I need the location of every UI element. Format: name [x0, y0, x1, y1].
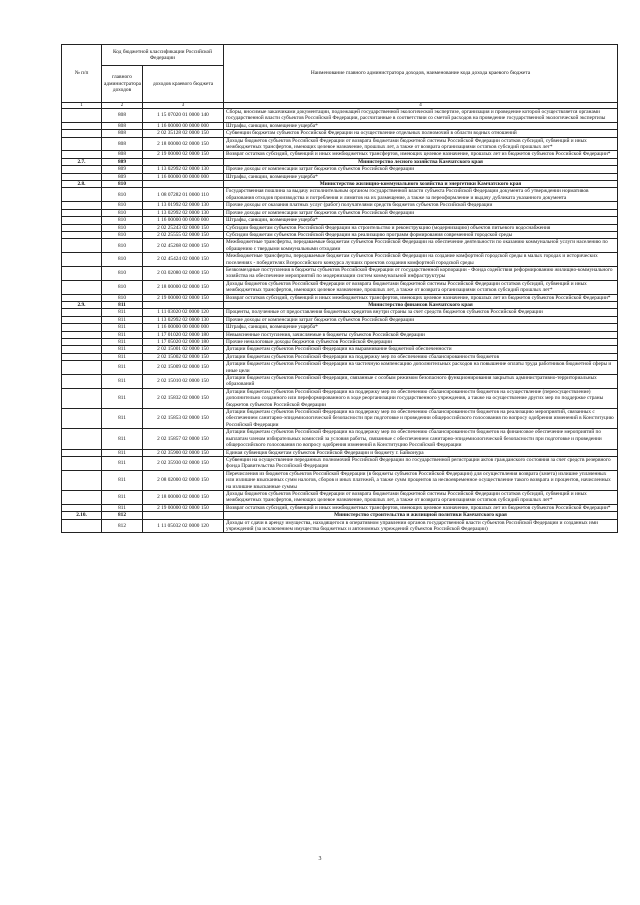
revenue-code: 2 02 15009 02 0000 150 — [143, 361, 224, 375]
revenue-code: 1 13 02992 02 0000 130 — [143, 316, 224, 323]
table-row — [62, 409, 618, 429]
revenue-code: 2 02 35900 02 0000 150 — [143, 449, 224, 456]
section-header-row — [62, 158, 618, 165]
table-row — [62, 346, 618, 353]
admin-code: 811 — [102, 490, 143, 504]
revenue-name: Возврат остатков субсидий, субвенций и иных межбюджетных трансфертов, имеющих целевое назначение, прошлых лет из бюджетов субъектов Российской Федерации* — [224, 151, 618, 158]
table-row — [62, 239, 618, 253]
revenue-code — [143, 158, 224, 165]
table-row — [62, 316, 618, 323]
revenue-code: 2 19 00000 02 0000 150 — [143, 151, 224, 158]
row-number — [62, 209, 102, 216]
admin-code: 811 — [102, 375, 143, 389]
row-number — [62, 309, 102, 316]
revenue-codes-table — [61, 44, 618, 533]
admin-code: 810 — [102, 217, 143, 224]
header-col-name: Наименование главного администратора доходов, наименование кода дохода краевого бюджета — [224, 45, 618, 103]
column-number: 2 — [102, 103, 143, 109]
table-row — [62, 294, 618, 301]
revenue-name: Министерство финансов Камчатского края — [224, 301, 618, 308]
row-number: 2.10. — [62, 512, 102, 519]
revenue-name: Проценты, полученные от предоставления бюджетных кредитов внутри страны за счет средств бюджетов субъектов Российской Федерации — [224, 309, 618, 316]
revenue-name: Дотации бюджетам субъектов Российской Федерации на поддержку мер по обеспечению сбалансированности бюджетов на реализацию мероприятий, связанных с обеспечением санитарно-эпидемиологической безопасности при подготовке и проведении общероссийского голосования по вопросу одобрения изменений в Конституцию Российской Федерации — [224, 409, 618, 429]
admin-code: 811 — [102, 429, 143, 449]
admin-code: 810 — [102, 231, 143, 238]
revenue-code: 2 02 15853 02 0000 150 — [143, 409, 224, 429]
row-number — [62, 519, 102, 533]
admin-code: 811 — [102, 309, 143, 316]
revenue-name: Межбюджетные трансферты, передаваемые бюджетам субъектов Российской Федерации на создание комфортной городской среды в малых городах и исторических поселениях - победителях Всероссийского конкурса лучших проектов создания комфортной городской среды — [224, 253, 618, 267]
table-row — [62, 353, 618, 360]
row-number — [62, 504, 102, 511]
row-number — [62, 490, 102, 504]
revenue-name: Межбюджетные трансферты, передаваемые бюджетам субъектов Российской Федерации на обеспечение деятельности по оказанию коммунальной услуги населению по обращению с твердыми коммунальными отходами — [224, 239, 618, 253]
revenue-name: Невыясненные поступления, зачисляемые в бюджеты субъектов Российской Федерации — [224, 331, 618, 338]
revenue-name: Штрафы, санкции, возмещение ущерба* — [224, 173, 618, 180]
revenue-name: Государственная пошлина за выдачу исполнительным органом государственной власти субъекта Российской Федерации документа об утверждении нормативов образования отходов производства и потребления и лимитов на их размещение, а также за переоформление и выдачу дубликата указанного документа — [224, 188, 618, 202]
revenue-code: 2 18 00000 02 0000 150 — [143, 490, 224, 504]
row-number — [62, 109, 102, 123]
admin-code: 810 — [102, 294, 143, 301]
revenue-name: Доходы бюджетов субъектов Российской Федерации от возврата бюджетами бюджетной системы Российской Федерации остатков субсидий, субвенций и иных межбюджетных трансфертов, имеющих целевое назначение, прошлых лет, а также от возврата организациями остатков субсидий прошлых лет* — [224, 280, 618, 294]
header-col-admin: главного администратора доходов — [102, 66, 143, 103]
section-header-row — [62, 301, 618, 308]
row-number — [62, 361, 102, 375]
row-number — [62, 346, 102, 353]
admin-code: 810 — [102, 239, 143, 253]
admin-code: 808 — [102, 137, 143, 151]
row-number — [62, 316, 102, 323]
revenue-code: 1 17 05020 02 0000 180 — [143, 339, 224, 346]
table-row — [62, 331, 618, 338]
row-number — [62, 231, 102, 238]
revenue-code: 1 13 02992 02 0000 130 — [143, 166, 224, 173]
table-row — [62, 202, 618, 209]
row-number — [62, 456, 102, 470]
row-number — [62, 375, 102, 389]
admin-code: 811 — [102, 470, 143, 490]
admin-code: 812 — [102, 512, 143, 519]
header-col-num: № п/п — [62, 45, 102, 103]
revenue-code: 2 02 15857 02 0000 150 — [143, 429, 224, 449]
row-number — [62, 266, 102, 280]
table-row — [62, 224, 618, 231]
row-number — [62, 331, 102, 338]
table-row — [62, 429, 618, 449]
admin-code: 811 — [102, 361, 143, 375]
revenue-name: Дотации бюджетам субъектов Российской Федерации, связанные с особым режимом безопасного функционирования закрытых административно-территориальных образований — [224, 375, 618, 389]
table-row — [62, 324, 618, 331]
admin-code: 810 — [102, 253, 143, 267]
admin-code: 810 — [102, 188, 143, 202]
column-number: 3 — [143, 103, 224, 109]
table-row — [62, 280, 618, 294]
table-row — [62, 253, 618, 267]
section-header-row — [62, 181, 618, 188]
row-number: 2.7. — [62, 158, 102, 165]
table-row — [62, 375, 618, 389]
admin-code: 810 — [102, 202, 143, 209]
admin-code: 809 — [102, 158, 143, 165]
column-number: 4 — [224, 103, 618, 109]
revenue-code: 2 02 15010 02 0000 150 — [143, 375, 224, 389]
admin-code: 810 — [102, 280, 143, 294]
revenue-code: 2 02 35128 02 0000 150 — [143, 130, 224, 137]
table-row — [62, 519, 618, 533]
revenue-code: 1 13 01992 02 0000 130 — [143, 202, 224, 209]
revenue-code: 2 02 25243 02 0000 150 — [143, 224, 224, 231]
admin-code: 811 — [102, 346, 143, 353]
revenue-name: Безвозмездные поступления в бюджеты субъектов Российской Федерации от государственной корпорации - Фонда содействия реформированию жилищно-коммунального хозяйства на обеспечение мероприятий по модернизации систем коммунальной инфраструктуры — [224, 266, 618, 280]
row-number — [62, 217, 102, 224]
revenue-name: Прочие доходы от компенсации затрат бюджетов субъектов Российской Федерации — [224, 316, 618, 323]
row-number — [62, 122, 102, 129]
table-row — [62, 166, 618, 173]
revenue-code: 1 08 07282 01 0000 110 — [143, 188, 224, 202]
table-row — [62, 137, 618, 151]
revenue-name: Единая субвенция бюджетам субъектов Российской Федерации и бюджету г. Байконура — [224, 449, 618, 456]
row-number — [62, 130, 102, 137]
revenue-code: 2 19 00000 02 0000 150 — [143, 294, 224, 301]
table-row — [62, 188, 618, 202]
revenue-code: 1 17 01020 02 0000 180 — [143, 331, 224, 338]
revenue-name: Штрафы, санкции, возмещение ущерба* — [224, 217, 618, 224]
row-number — [62, 470, 102, 490]
row-number — [62, 429, 102, 449]
row-number — [62, 449, 102, 456]
revenue-name: Субвенции бюджетам субъектов Российской Федерации на осуществление отдельных полномочий в области водных отношений — [224, 130, 618, 137]
admin-code: 808 — [102, 109, 143, 123]
table-row — [62, 173, 618, 180]
revenue-name: Министерство лесного хозяйства Камчатского края — [224, 158, 618, 165]
revenue-name: Штрафы, санкции, возмещение ущерба* — [224, 122, 618, 129]
revenue-code: 1 16 00000 00 0000 000 — [143, 324, 224, 331]
revenue-code: 2 18 00000 02 0000 150 — [143, 137, 224, 151]
admin-code: 811 — [102, 449, 143, 456]
revenue-name: Субсидии бюджетам субъектов Российской Федерации на реализацию программ формирования современной городской среды — [224, 231, 618, 238]
table-row — [62, 361, 618, 375]
admin-code: 811 — [102, 504, 143, 511]
revenue-name: Прочие доходы от компенсации затрат бюджетов субъектов Российской Федерации — [224, 166, 618, 173]
table-row — [62, 209, 618, 216]
table-row — [62, 504, 618, 511]
table-row — [62, 470, 618, 490]
revenue-name: Дотации бюджетам субъектов Российской Федерации на выравнивание бюджетной обеспеченности — [224, 346, 618, 353]
revenue-name: Доходы бюджетов субъектов Российской Федерации от возврата бюджетами бюджетной системы Российской Федерации остатков субсидий, субвенций и иных межбюджетных трансфертов, имеющих целевое назначение, прошлых лет, а также от возврата организациями остатков субсидий прошлых лет* — [224, 490, 618, 504]
section-header-row — [62, 512, 618, 519]
revenue-code: 2 18 00000 02 0000 150 — [143, 280, 224, 294]
column-number: 1 — [62, 103, 102, 109]
admin-code: 811 — [102, 324, 143, 331]
revenue-code — [143, 301, 224, 308]
revenue-code: 2 02 45424 02 0000 150 — [143, 253, 224, 267]
table-row — [62, 231, 618, 238]
revenue-code: 1 11 03020 02 0000 120 — [143, 309, 224, 316]
table-row — [62, 339, 618, 346]
row-number — [62, 224, 102, 231]
revenue-name: Штрафы, санкции, возмещение ущерба* — [224, 324, 618, 331]
revenue-name: Министерство жилищно-коммунального хозяйства и энергетики Камчатского края — [224, 181, 618, 188]
admin-code: 811 — [102, 339, 143, 346]
admin-code: 808 — [102, 122, 143, 129]
revenue-name: Сборы, вносимые заказчиками документации, подлежащей государственной экологической экспертизе, организация и проведение которой осуществляется органами государственной власти субъектов Российской Федерации, рассчитанные в соответствии со сметой расходов на проведение государственной экологической экспертизы — [224, 109, 618, 123]
row-number — [62, 137, 102, 151]
revenue-code: 2 02 35930 02 0000 150 — [143, 456, 224, 470]
table-row — [62, 151, 618, 158]
table-row — [62, 456, 618, 470]
revenue-code: 2 02 45268 02 0000 150 — [143, 239, 224, 253]
admin-code: 809 — [102, 173, 143, 180]
revenue-code: 2 19 00000 02 0000 150 — [143, 504, 224, 511]
admin-code: 810 — [102, 181, 143, 188]
table-row — [62, 266, 618, 280]
admin-code: 811 — [102, 388, 143, 408]
page-number: 3 — [318, 856, 322, 862]
row-number — [62, 353, 102, 360]
revenue-name: Дотации бюджетам субъектов Российской Федерации на поддержку мер по обеспечению сбалансированности бюджетов на финансовое обеспечение мероприятий по выплатам членам избирательных комиссий за условия работы, связанные с обеспечением санитарно-эпидемиологической безопасности при подготовке и проведении общероссийского голосования по вопросу одобрения изменений в Конституцию Российской Федерации — [224, 429, 618, 449]
table-row — [62, 388, 618, 408]
row-number — [62, 339, 102, 346]
admin-code: 811 — [102, 456, 143, 470]
document-page — [61, 44, 617, 533]
row-number — [62, 280, 102, 294]
revenue-code: 2 02 15832 02 0000 150 — [143, 388, 224, 408]
revenue-name: Субсидии бюджетам субъектов Российской Федерации на строительство и реконструкцию (модернизацию) объектов питьевого водоснабжения — [224, 224, 618, 231]
table-row — [62, 309, 618, 316]
revenue-name: Прочие неналоговые доходы бюджетов субъектов Российской Федерации — [224, 339, 618, 346]
table-row — [62, 122, 618, 129]
revenue-name: Министерство строительства и жилищной политики Камчатского края — [224, 512, 618, 519]
header-group: Код бюджетной классификации Российской Федерации — [102, 45, 224, 66]
revenue-name: Прочие доходы от оказания платных услуг (работ) получателями средств бюджетов субъектов Российской Федерации — [224, 202, 618, 209]
admin-code: 812 — [102, 519, 143, 533]
revenue-code: 2 02 15001 02 0000 150 — [143, 346, 224, 353]
revenue-code — [143, 512, 224, 519]
row-number — [62, 166, 102, 173]
revenue-code: 1 15 07020 01 0000 140 — [143, 109, 224, 123]
admin-code: 811 — [102, 353, 143, 360]
revenue-name: Возврат остатков субсидий, субвенций и иных межбюджетных трансфертов, имеющих целевое назначение, прошлых лет из бюджетов субъектов Российской Федерации* — [224, 504, 618, 511]
row-number — [62, 173, 102, 180]
revenue-code: 2 08 02000 02 0000 150 — [143, 470, 224, 490]
admin-code: 810 — [102, 224, 143, 231]
row-number — [62, 409, 102, 429]
row-number — [62, 324, 102, 331]
table-row — [62, 449, 618, 456]
row-number — [62, 188, 102, 202]
revenue-name: Возврат остатков субсидий, субвенций и иных межбюджетных трансфертов, имеющих целевое назначение, прошлых лет из бюджетов субъектов Российской Федерации* — [224, 294, 618, 301]
revenue-name: Дотации бюджетам субъектов Российской Федерации на поддержку мер по обеспечению сбалансированности бюджетов на осуществление (переосуществление) дополнительно созданного или переформированного в ходе реорганизации государственного учреждения, а также на осуществление других мер по поддержке страны бюджетов субъектов Российской Федерации — [224, 388, 618, 408]
revenue-code: 2 02 25555 02 0000 150 — [143, 231, 224, 238]
table-body — [62, 109, 618, 533]
revenue-code: 1 11 05032 02 0000 120 — [143, 519, 224, 533]
admin-code: 811 — [102, 409, 143, 429]
revenue-code: 1 16 00000 00 0000 000 — [143, 217, 224, 224]
table-row — [62, 130, 618, 137]
admin-code: 809 — [102, 166, 143, 173]
revenue-code: 1 16 00000 00 0000 000 — [143, 173, 224, 180]
revenue-code: 2 02 15002 02 0000 150 — [143, 353, 224, 360]
admin-code: 808 — [102, 151, 143, 158]
admin-code: 811 — [102, 316, 143, 323]
admin-code: 811 — [102, 301, 143, 308]
revenue-name: Дотации бюджетам субъектов Российской Федерации на частичную компенсацию дополнительных расходов на повышение оплаты труда работников бюджетной сферы и иные цели — [224, 361, 618, 375]
revenue-code: 2 03 02080 02 0000 150 — [143, 266, 224, 280]
row-number: 2.8. — [62, 181, 102, 188]
revenue-name: Доходы от сдачи в аренду имущества, находящегося в оперативном управлении органов государственной власти субъектов Российской Федерации и созданных ими учреждений (за исключением имущества бюджетных и автономных учреждений субъектов Российской Федерации) — [224, 519, 618, 533]
revenue-name: Субвенции на осуществление переданных полномочий Российской Федерации по государственной регистрации актов гражданского состояния за счет средств резервного фонда Правительства Российской Федерации — [224, 456, 618, 470]
header-col-code: доходов краевого бюджета — [143, 66, 224, 103]
row-number — [62, 202, 102, 209]
row-number — [62, 388, 102, 408]
revenue-name: Доходы бюджетов субъектов Российской Федерации от возврата бюджетами бюджетной системы Российской Федерации остатков субсидий, субвенций и иных межбюджетных трансфертов, имеющих целевое назначение, прошлых лет, а также от возврата организациями остатков субсидий прошлых лет* — [224, 137, 618, 151]
table-row — [62, 490, 618, 504]
revenue-code: 1 13 02992 02 0000 130 — [143, 209, 224, 216]
admin-code: 808 — [102, 130, 143, 137]
revenue-code — [143, 181, 224, 188]
revenue-name: Дотации бюджетам субъектов Российской Федерации на поддержку мер по обеспечению сбалансированности бюджетов — [224, 353, 618, 360]
admin-code: 811 — [102, 331, 143, 338]
row-number — [62, 239, 102, 253]
table-row — [62, 217, 618, 224]
row-number — [62, 151, 102, 158]
row-number — [62, 253, 102, 267]
revenue-name: Прочие доходы от компенсации затрат бюджетов субъектов Российской Федерации — [224, 209, 618, 216]
table-row — [62, 109, 618, 123]
row-number: 2.9. — [62, 301, 102, 308]
admin-code: 810 — [102, 266, 143, 280]
row-number — [62, 294, 102, 301]
admin-code: 810 — [102, 209, 143, 216]
revenue-name: Перечисления из бюджетов субъектов Российской Федерации (в бюджеты субъектов Российской Федерации) для осуществления возврата (зачета) излишне уплаченных или излишне взысканных сумм налогов, сборов и иных платежей, а также сумм процентов за несвоевременное осуществление такого возврата и процентов, начисленных на излишне взысканные суммы — [224, 470, 618, 490]
revenue-code: 1 16 00000 00 0000 000 — [143, 122, 224, 129]
